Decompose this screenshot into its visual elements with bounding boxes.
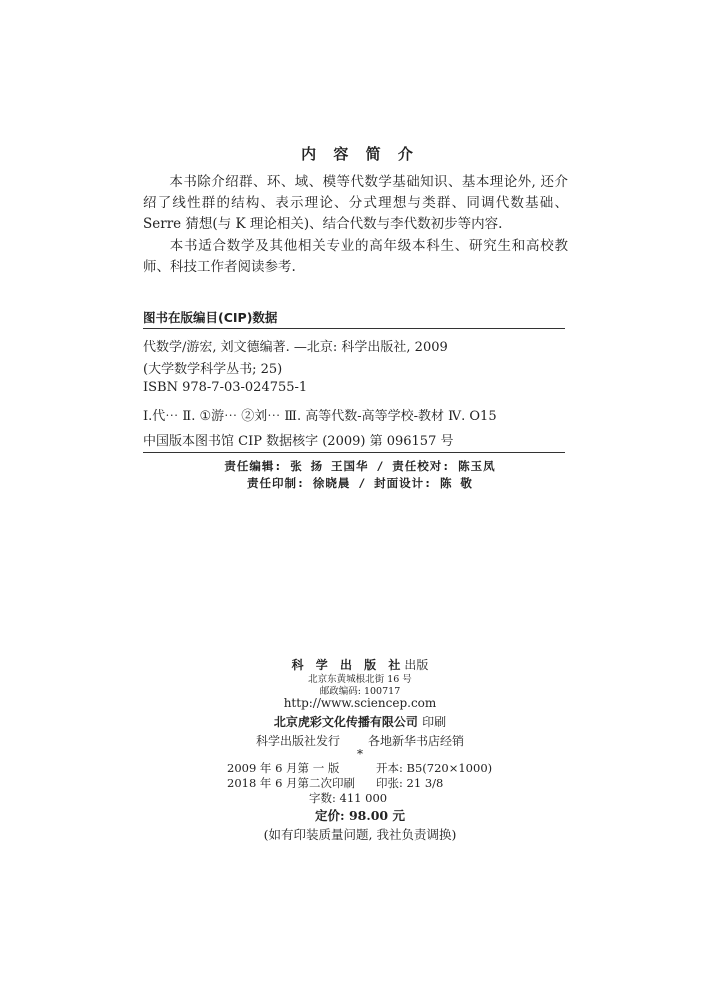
summary-paragraph-2-text: 本书适合数学及其他相关专业的高年级本科生、研究生和高校教师、科技工作者阅读参考. [143,238,568,275]
printer-suffix: 印刷 [422,715,447,729]
publisher-name-suffix: 出版 [404,658,429,672]
summary-paragraph-2 [143,236,568,278]
word-count: 字数: 411 000 [309,791,388,805]
edition-date: 2009 年 6 月第 一 版 [227,761,340,775]
printer-name: 北京虎彩文化传播有限公司 [273,715,418,729]
publisher-name-main: 科 学 出 版 社 [291,658,405,672]
cip-bottom-rule [143,452,565,453]
summary-paragraph-1-text: 本书除介绍群、环、域、模等代数学基础知识、基本理论外, 还介绍了线性群的结构、表示理论、分式理想与类群、同调代数基础、Serre 猜想(与 K 理论相关)、结合代数与李代数初步等内容. [143,174,568,232]
cip-top-rule [143,328,565,329]
price: 定价: 98.00 元 [315,808,405,823]
cip-line-2: (大学数学科学丛书; 25) [143,362,283,377]
print-date: 2018 年 6 月第二次印刷 [227,776,356,790]
distributor: 科学出版社发行 [255,734,340,748]
summary-paragraph-1 [143,172,568,235]
retailer: 各地新华书店经销 [368,734,465,748]
cip-line-3: ISBN 978-7-03-024755-1 [143,380,308,395]
printer-line [0,713,720,730]
publisher-address: 北京东黄城根北街 16 号 [308,674,412,685]
staff-line-1: 责任编辑: 张 扬 王国华 / 责任校对: 陈玉凤 [224,459,496,473]
cip-line-5: 中国版本图书馆 CIP 数据核字 (2009) 第 096157 号 [143,434,454,449]
publisher-postcode: 邮政编码: 100717 [319,686,401,697]
cip-line-4: Ⅰ.代⋯ Ⅱ. ①游⋯ ②刘⋯ Ⅲ. 高等代数-高等学校-教材 Ⅳ. O15 [143,409,497,424]
summary-title: 内 容 简 介 [301,145,419,163]
format: 开本: B5(720×1000) [376,761,493,775]
publisher-url: http://www.sciencep.com [283,696,437,710]
staff-line-2: 责任印制: 徐晓晨 / 封面设计: 陈 敬 [247,476,473,490]
separator-star: * [357,747,363,761]
sheets: 印张: 21 3/8 [376,776,444,790]
quality-notice: (如有印装质量问题, 我社负责调换) [263,827,457,842]
cip-line-1: 代数学/游宏, 刘文德编著. —北京: 科学出版社, 2009 [143,340,448,355]
cip-heading: 图书在版编目(CIP)数据 [143,310,278,325]
